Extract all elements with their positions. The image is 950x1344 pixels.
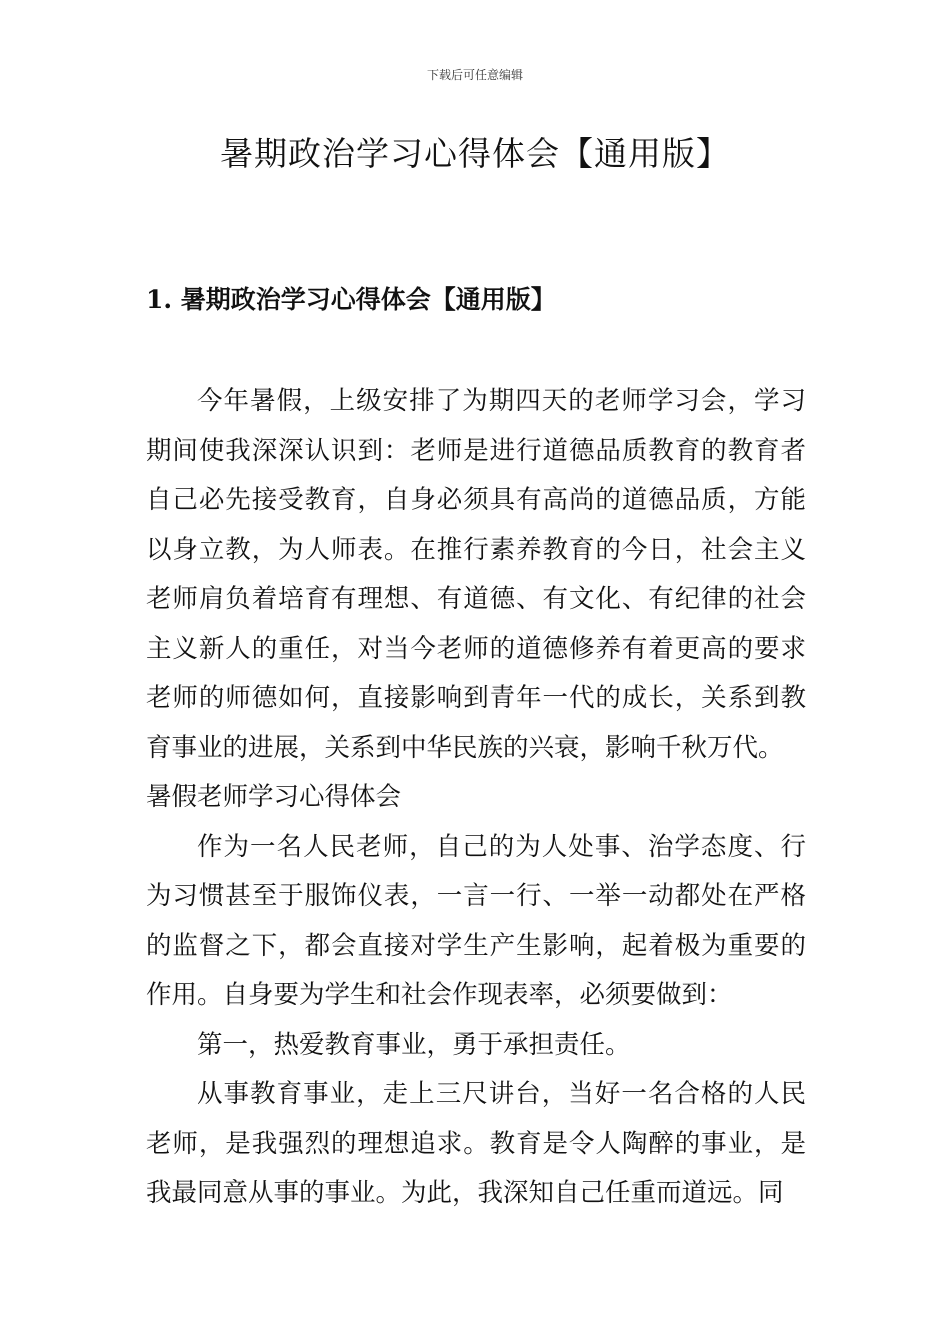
paragraph-role: 作为一名人民老师，自己的为人处事、治学态度、行为习惯甚至于服饰仪表，一言一行、一举一动都处在严格的监督之下，都会直接对学生产生影响，起着极为重要的作用。自身要为学生和社会作现表率，必须要做到： — [146, 831, 806, 1010]
paragraph-career: 从事教育事业，走上三尺讲台，当好一名合格的人民老师，是我强烈的理想追求。教育是令人陶醉的事业，是我最同意从事的事业。为此，我深知自己任重而道远。同 — [146, 1079, 806, 1208]
document-title: 暑期政治学习心得体会【通用版】 — [220, 134, 730, 173]
section-heading: 1. 暑期政治学习心得体会【通用版】 — [146, 285, 556, 314]
header-note: 下载后可任意编辑 — [426, 68, 523, 82]
paragraph-first-point: 第一，热爱教育事业，勇于承担责任。 — [197, 1029, 631, 1060]
paragraph-subheading: 暑假老师学习心得体会 — [146, 782, 402, 812]
body-text — [146, 377, 806, 1219]
paragraph-intro: 今年暑假，上级安排了为期四天的老师学习会，学习期间使我深深认识到：老师是进行道德品质教育的教育者自己必先接受教育，自身必须具有高尚的道德品质，方能以身立教，为人师表。在推行素养教育的今日，社会主义老师肩负着培育有理想、有道德、有文化、有纪律的社会主义新人的重任，对当今老师的道德修养有着更高的要求老师的师德如何，直接影响到青年一代的成长，关系到教育事业的进展，关系到中华民族的兴衰，影响千秋万代。 — [146, 386, 806, 763]
